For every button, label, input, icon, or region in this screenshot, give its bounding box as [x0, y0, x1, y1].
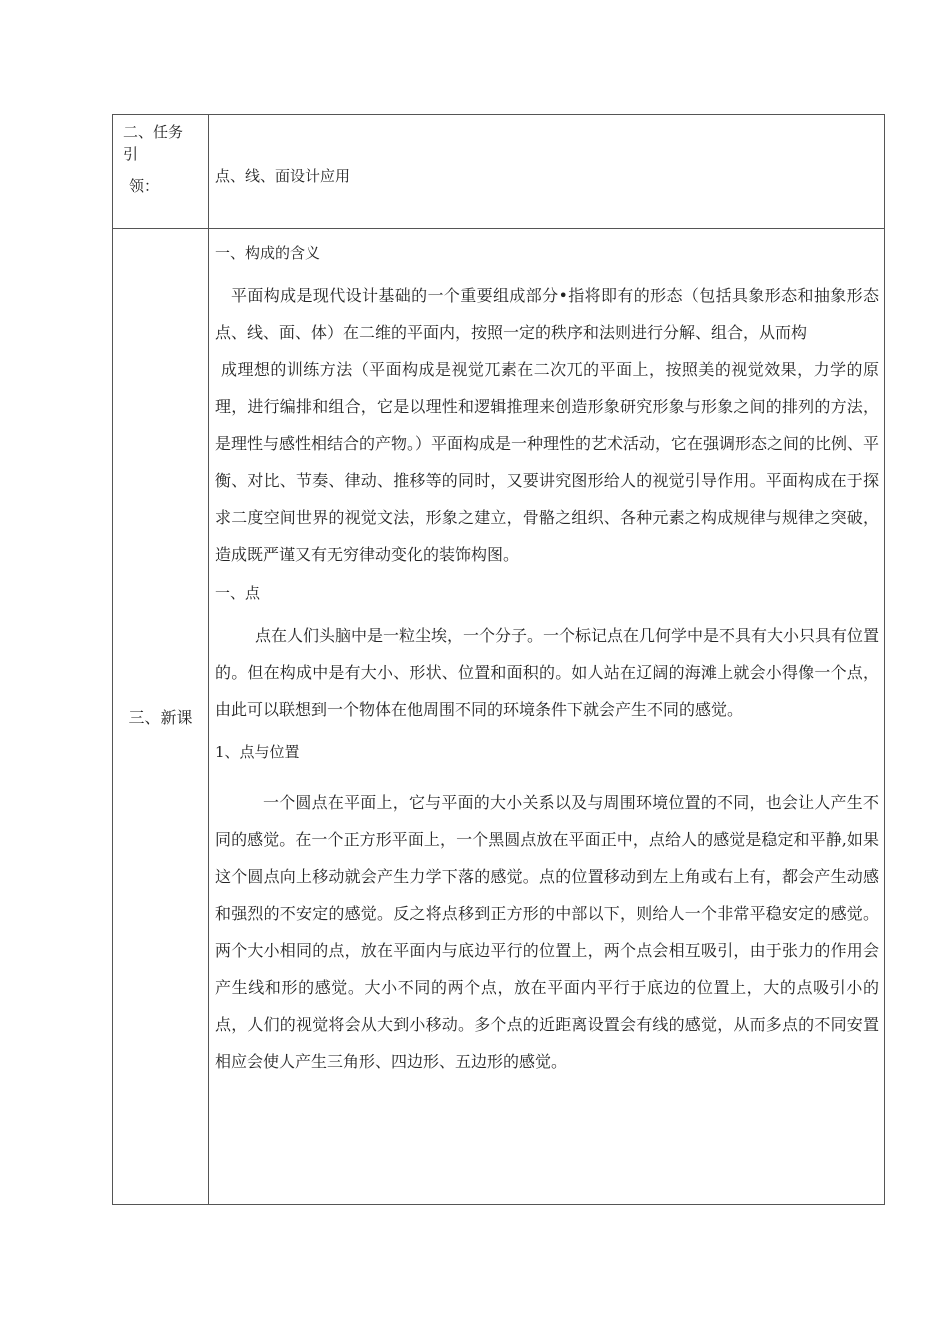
section-heading: 1、点与位置 [215, 743, 300, 761]
paragraph: 平面构成是现代设计基础的一个重要组成部分•指将即有的形态（包括具象形态和抽象形态点、线、面、体）在二维的平面内，按照一定的秩序和法则进行分解、组合，从而构 [215, 286, 879, 342]
row-label-line3: 领： [129, 177, 160, 195]
row-label-cell [113, 229, 209, 1205]
section-heading: 一、点 [215, 584, 261, 602]
table-row-task [113, 115, 885, 229]
section-heading: 一、构成的含义 [215, 244, 321, 262]
task-text: 点、线、面设计应用 [215, 167, 351, 185]
paragraph: 成理想的训练方法（平面构成是视觉兀素在二次兀的平面上，按照美的视觉效果，力学的原理，进行编排和组合，它是以理性和逻辑推理来创造形象研究形象与形象之间的排列的方法，是理性与感性相结合的产物。）平面构成是一种理性的艺术活动，它在强调形态之间的比例、平衡、对比、节奏、律动、推移等的同时，又要讲究图形给人的视觉引导作用。平面构成在于探求二度空间世界的视觉文法，形象之建立，骨骼之组织、各种元素之构成规律与规律之突破，造成既严谨又有无穷律动变化的装饰构图。 [215, 360, 880, 564]
row-label-line2: 引 [123, 145, 139, 163]
row-label-cell [113, 115, 209, 229]
table-row-new-lesson [113, 229, 885, 1205]
row-label-new-lesson: 三、新课 [128, 708, 193, 727]
row-label-line1: 二、任务 [123, 123, 184, 141]
content-cell [209, 229, 885, 1205]
paragraph: 一个圆点在平面上，它与平面的大小关系以及与周围环境位置的不同，也会让人产生不同的感觉。在一个正方形平面上，一个黑圆点放在平面正中，点给人的感觉是稳定和平静,如果这个圆点向上移动就会产生力学下落的感觉。点的位置移动到左上角或右上有，都会产生动感和强烈的不安定的感觉。反之将点移到正方形的中部以下，则给人一个非常平稳安定的感觉。两个大小相同的点，放在平面内与底边平行的位置上，两个点会相互吸引，由于张力的作用会产生线和形的感觉。大小不同的两个点，放在平面内平行于底边的位置上，大的点吸引小的点，人们的视觉将会从大到小移动。多个点的近距离设置会有线的感觉，从而多点的不同安置相应会使人产生三角形、四边形、五边形的感觉。 [215, 793, 879, 1071]
lesson-plan-table [112, 114, 885, 1205]
task-cell [209, 115, 885, 229]
paragraph: 点在人们头脑中是一粒尘埃，一个分子。一个标记点在几何学中是不具有大小只具有位置的。但在构成中是有大小、形状、位置和面积的。如人站在辽阔的海滩上就会小得像一个点，由此可以联想到一个物体在他周围不同的环境条件下就会产生不同的感觉。 [215, 626, 880, 719]
